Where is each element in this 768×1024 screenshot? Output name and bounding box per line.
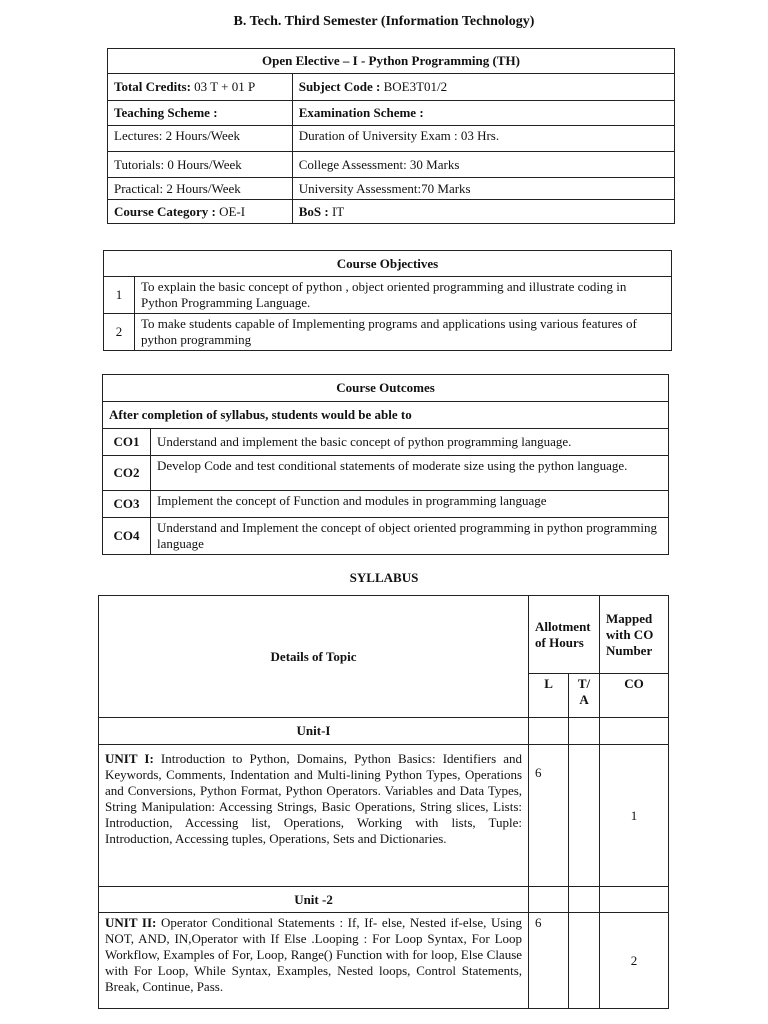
college-assessment-cell: College Assessment: 30 Marks <box>292 152 674 178</box>
credits-label: Total Credits: <box>114 79 191 94</box>
unit-content <box>99 913 529 1009</box>
co-text: Understand and implement the basic concept of python programming language. <box>150 429 668 456</box>
bos-value: IT <box>328 203 345 219</box>
co-code: CO3 <box>103 491 151 518</box>
objective-text: To make students capable of Implementing programs and applications using various features of python programming <box>134 314 671 351</box>
empty-cell <box>529 887 569 913</box>
category-label: Course Category : <box>114 203 216 219</box>
mapped-co-header: Mapped with CO Number <box>600 596 669 674</box>
objective-number: 2 <box>104 314 135 351</box>
syllabus-heading: SYLLABUS <box>349 570 419 585</box>
code-label: Subject Code : <box>298 79 381 94</box>
tutorial-hours <box>569 913 600 1009</box>
code-value: BOE3T01/2 <box>380 79 448 94</box>
duration-cell: Duration of University Exam : 03 Hrs. <box>292 126 674 152</box>
lectures-cell: Lectures: 2 Hours/Week <box>108 126 293 152</box>
teaching-scheme-label: Teaching Scheme : <box>108 101 293 126</box>
co-code: CO1 <box>103 429 151 456</box>
lecture-hours: 6 <box>529 913 569 1009</box>
details-of-topic-header: Details of Topic <box>99 596 529 718</box>
bos-cell <box>292 200 674 224</box>
page-title: B. Tech. Third Semester (Information Technology) <box>233 14 535 29</box>
lecture-hours: 6 <box>529 745 569 887</box>
unit-content <box>99 745 529 887</box>
co-number: 1 <box>600 745 669 887</box>
objectives-heading: Course Objectives <box>104 251 672 277</box>
tutorials-cell: Tutorials: 0 Hours/Week <box>108 152 293 178</box>
co-code: CO4 <box>103 518 151 555</box>
tutorial-hours <box>569 745 600 887</box>
empty-cell <box>600 887 669 913</box>
exam-scheme-label: Examination Scheme : <box>292 101 674 126</box>
unit-title: Unit-I <box>99 718 529 745</box>
category-value: OE-I <box>215 203 246 219</box>
practical-cell: Practical: 2 Hours/Week <box>108 178 293 200</box>
outcomes-intro: After completion of syllabus, students would be able to <box>103 402 669 429</box>
tutorial-col-header: T/ A <box>569 674 600 718</box>
empty-cell <box>569 887 600 913</box>
co-col-header: CO <box>600 674 669 718</box>
university-assessment-cell: University Assessment:70 Marks <box>292 178 674 200</box>
co-text: Implement the concept of Function and modules in programming language <box>150 491 668 518</box>
lecture-col-header: L <box>529 674 569 718</box>
co-number: 2 <box>600 913 669 1009</box>
course-outcomes-table <box>102 374 669 555</box>
credits-value: 03 T + 01 P <box>190 79 256 94</box>
unit-description: Introduction to Python, Domains, Python Basics: Identifiers and Keywords, Comments, Indentation and Multi-lining Python Types, Operations and Conversions, Python Format, Python Operators. Variables and Data Types, String Manipulation: Accessing Strings, Basic Operations, String slices, Lists: Introduction, Accessing list, Operations, Working with lists, Tuple: Introduction, Accessing tuples, Operations, Sets and Dictionaries. <box>105 751 523 846</box>
subject-code-cell <box>292 74 674 101</box>
course-category-cell <box>108 200 293 224</box>
bos-label: BoS : <box>298 203 329 219</box>
unit-label: UNIT I: <box>105 751 154 766</box>
empty-cell <box>529 718 569 745</box>
unit-title: Unit -2 <box>99 887 529 913</box>
course-info-table <box>107 48 675 224</box>
allotment-header: Allotment of Hours <box>529 596 600 674</box>
unit-description: Operator Conditional Statements : If, If- else, Nested if-else, Using NOT, AND, IN,Operator with If Else .Looping : For Loop Syntax, For Loop Workflow, Examples of For, Loop, Range() Function with for loop, Else Clause with For Loop, While Syntax, Examples, Nested loops, Control Statements, Break, Continue, Pass. <box>105 915 523 994</box>
total-credits-cell <box>108 74 293 101</box>
empty-cell <box>569 718 600 745</box>
outcomes-heading: Course Outcomes <box>103 375 669 402</box>
co-code: CO2 <box>103 456 151 491</box>
co-text: Understand and Implement the concept of object oriented programming in python programming language <box>150 518 668 555</box>
syllabus-table <box>98 595 669 1009</box>
course-objectives-table <box>103 250 672 351</box>
unit-label: UNIT II: <box>105 915 157 930</box>
objective-text: To explain the basic concept of python , object oriented programming and illustrate coding in Python Programming Language. <box>134 277 671 314</box>
course-heading: Open Elective – I - Python Programming (TH) <box>108 49 675 74</box>
co-text: Develop Code and test conditional statements of moderate size using the python language. <box>150 456 668 491</box>
objective-number: 1 <box>104 277 135 314</box>
empty-cell <box>600 718 669 745</box>
